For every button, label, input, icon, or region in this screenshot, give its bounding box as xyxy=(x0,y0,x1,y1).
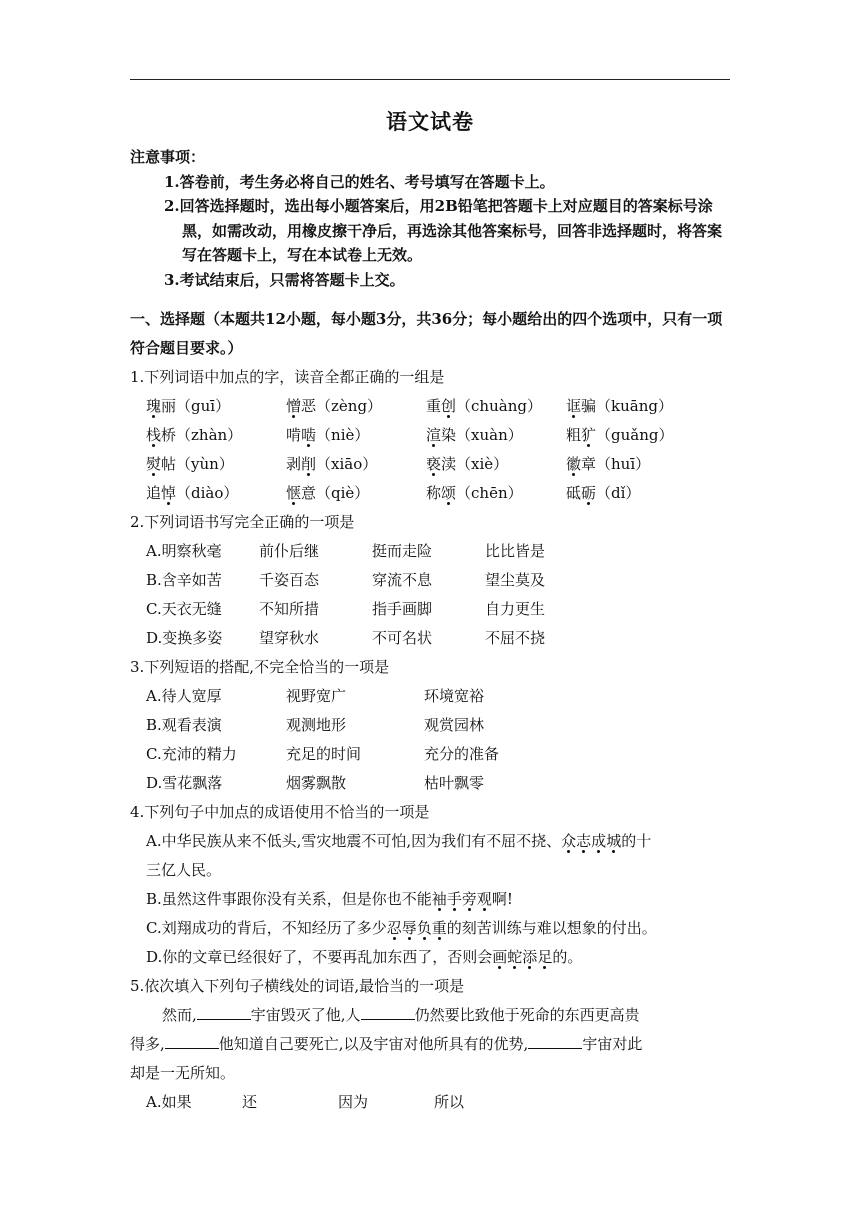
q2-a-2: 前仆后继 xyxy=(259,542,320,560)
emphasis-char: 画 xyxy=(492,948,508,966)
q2-d-4: 不屈不挠 xyxy=(485,629,546,647)
emphasis-char: 添 xyxy=(522,948,538,966)
q5-passage-line3: 却是一无所知。 xyxy=(130,1064,236,1082)
q2-b-2: 千姿百态 xyxy=(259,571,320,589)
q1-a-4: 诓骗（kuāng） xyxy=(566,397,673,415)
q3-a-1: A.待人宽厚 xyxy=(146,687,222,705)
fill-blank xyxy=(165,1032,219,1049)
q2-c-4: 自力更生 xyxy=(485,600,546,618)
q3-b-3: 观赏园林 xyxy=(424,716,485,734)
q2-b-4: 望尘莫及 xyxy=(485,571,546,589)
top-rule xyxy=(130,79,730,80)
emphasis-char: 重 xyxy=(431,919,447,937)
q1-d-3: 称颂（chēn） xyxy=(426,484,523,502)
fill-blank xyxy=(197,1003,251,1020)
q3-c-1: C.充沛的精力 xyxy=(146,745,237,763)
q5-a-1: A.如果 xyxy=(146,1093,192,1111)
questions-block xyxy=(130,363,730,1117)
note-item: 2.回答选择题时，选出每小题答案后，用2B铅笔把答题卡上对应题目的答案标号涂黑，如需改动，用橡皮擦干净后，再选涂其他答案标号，回答非选择题时，将答案写在答题卡上，写在本试卷上无效。 xyxy=(164,197,723,264)
q3-option-c xyxy=(130,740,730,769)
q3-d-1: D.雪花飘落 xyxy=(146,774,223,792)
q2-option-b xyxy=(130,566,730,595)
emphasis-char: 辱 xyxy=(401,919,417,937)
q2-a-4: 比比皆是 xyxy=(485,542,546,560)
q1-a-3: 重创（chuàng） xyxy=(426,397,542,415)
notes-block xyxy=(130,145,730,292)
section-heading: 一、选择题（本题共12小题，每小题3分，共36分；每小题给出的四个选项中，只有一项符合题目要求。） xyxy=(130,310,723,357)
q2-c-3: 指手画脚 xyxy=(372,600,433,618)
q5-a-4: 所以 xyxy=(434,1093,465,1111)
q1-option-d xyxy=(130,479,730,508)
q3-option-d xyxy=(130,769,730,798)
q3-c-3: 充分的准备 xyxy=(424,745,500,763)
q2-d-3: 不可名状 xyxy=(372,629,433,647)
emphasis-char: 忍 xyxy=(386,919,402,937)
q3-d-3: 枯叶飘零 xyxy=(424,774,485,792)
q2-d-2: 望穿秋水 xyxy=(259,629,320,647)
q3-d-2: 烟雾飘散 xyxy=(286,774,347,792)
emphasis-char: 成 xyxy=(591,832,607,850)
note-item: 1.答卷前，考生务必将自己的姓名、考号填写在答题卡上。 xyxy=(164,172,555,191)
q5-a-2: 还 xyxy=(242,1093,258,1111)
question-4-stem: 4.下列句子中加点的成语使用不恰当的一项是 xyxy=(130,803,430,821)
q1-option-b xyxy=(130,421,730,450)
q2-b-1: B.含辛如苦 xyxy=(146,571,222,589)
emphasis-char: 负 xyxy=(416,919,432,937)
q1-b-3: 渲染（xuàn） xyxy=(426,426,523,444)
q4-option-d: D.你的文章已经很好了，不要再乱加东西了，否则会画蛇添足的。 xyxy=(146,948,583,966)
q5-passage-line2: 得多, 他知道自己要死亡,以及宇宙对他所具有的优势, 宇宙对此 xyxy=(130,1030,730,1059)
dotted-idiom xyxy=(492,948,552,966)
dotted-idiom xyxy=(387,919,447,937)
q4-option-a: A.中华民族从来不低头,雪灾地震不可怕,因为我们有不屈不挠、众志成城的十 三亿人民。 xyxy=(146,832,652,879)
q1-c-2: 剥削（xiāo） xyxy=(286,455,378,473)
emphasis-char: 观 xyxy=(476,890,492,908)
q1-option-c xyxy=(130,450,730,479)
q2-d-1: D.变换多姿 xyxy=(146,629,223,647)
q3-b-2: 观测地形 xyxy=(286,716,347,734)
q3-c-2: 充足的时间 xyxy=(286,745,362,763)
notes-heading: 注意事项： xyxy=(130,148,206,166)
q2-a-1: A.明察秋毫 xyxy=(146,542,222,560)
emphasis-char: 蛇 xyxy=(507,948,523,966)
q1-b-2: 啃啮（niè） xyxy=(286,426,370,444)
fill-blank xyxy=(528,1032,582,1049)
q1-d-2: 惬意（qiè） xyxy=(286,484,370,502)
q3-b-1: B.观看表演 xyxy=(146,716,222,734)
emphasis-char: 城 xyxy=(606,832,622,850)
q5-option-a xyxy=(130,1088,730,1117)
q2-a-3: 挺而走险 xyxy=(372,542,433,560)
q1-a-1: 瑰丽（guī） xyxy=(146,397,231,415)
question-5-stem: 5.依次填入下列句子横线处的词语,最恰当的一项是 xyxy=(130,977,465,995)
emphasis-char: 旁 xyxy=(461,890,477,908)
q2-c-1: C.天衣无缝 xyxy=(146,600,222,618)
q1-d-1: 追悼（diào） xyxy=(146,484,239,502)
q2-option-a xyxy=(130,537,730,566)
dotted-idiom xyxy=(432,890,492,908)
emphasis-char: 足 xyxy=(537,948,553,966)
q1-c-3: 亵渎（xiè） xyxy=(426,455,509,473)
q1-b-1: 栈桥（zhàn） xyxy=(146,426,243,444)
q4-option-c: C.刘翔成功的背后，不知经历了多少忍辱负重的刻苦训练与难以想象的付出。 xyxy=(146,919,657,937)
q3-option-b xyxy=(130,711,730,740)
q5-passage-line1: 然而, 宇宙毁灭了他,人 仍然要比致他于死命的东西更高贵 xyxy=(130,1001,730,1030)
question-2-stem: 2.下列词语书写完全正确的一项是 xyxy=(130,513,355,531)
fill-blank xyxy=(361,1003,415,1020)
q3-a-2: 视野宽广 xyxy=(286,687,347,705)
emphasis-char: 袖 xyxy=(431,890,447,908)
q2-option-c xyxy=(130,595,730,624)
q2-option-d xyxy=(130,624,730,653)
q2-c-2: 不知所措 xyxy=(259,600,320,618)
question-3-stem: 3.下列短语的搭配,不完全恰当的一项是 xyxy=(130,658,390,676)
q1-d-4: 砥砺（dǐ） xyxy=(566,484,641,502)
q3-option-a xyxy=(130,682,730,711)
q1-c-1: 熨帖（yùn） xyxy=(146,455,234,473)
q1-c-4: 徽章（huī） xyxy=(566,455,651,473)
emphasis-char: 众 xyxy=(561,832,577,850)
emphasis-char: 志 xyxy=(576,832,592,850)
q1-b-4: 粗犷（guǎng） xyxy=(566,426,674,444)
q3-a-3: 环境宽裕 xyxy=(424,687,485,705)
q1-a-2: 憎恶（zèng） xyxy=(286,397,383,415)
dotted-idiom xyxy=(561,832,621,850)
q4-option-b: B.虽然这件事跟你没有关系，但是你也不能袖手旁观啊! xyxy=(146,890,513,908)
emphasis-char: 手 xyxy=(446,890,462,908)
page-title: 语文试卷 xyxy=(386,109,474,134)
note-item: 3.考试结束后，只需将答题卡上交。 xyxy=(164,270,405,289)
q1-option-a xyxy=(130,392,730,421)
q5-a-3: 因为 xyxy=(338,1093,369,1111)
question-1-stem: 1.下列词语中加点的字，读音全都正确的一组是 xyxy=(130,368,445,386)
q2-b-3: 穿流不息 xyxy=(372,571,433,589)
